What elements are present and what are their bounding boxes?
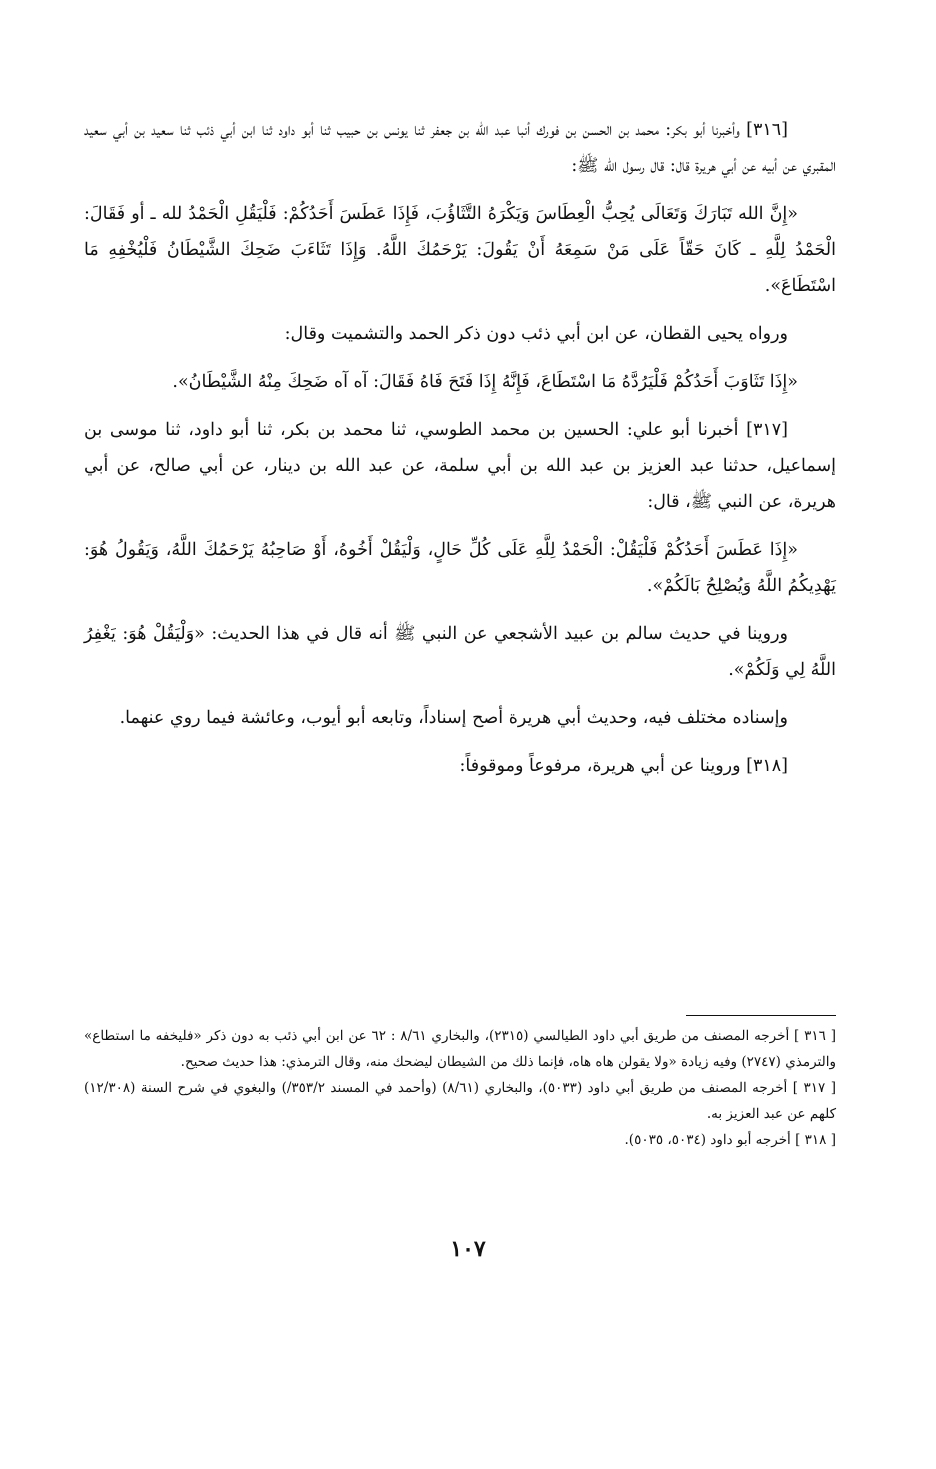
footnotes — [84, 1023, 836, 1153]
hadith-316-riwaya: ورواه يحيى القطان، عن ابن أبي ذئب دون ذكر الحمد والتشميت وقال: — [284, 324, 788, 344]
footnote-separator — [686, 1015, 836, 1016]
footnote-316: [ ٣١٦ ] أخرجه المصنف من طريق أبي داود الطيالسي (٢٣١٥)، والبخاري ٨/٦١ : ٦٢ عن ابن أبي ذئب به دون ذكر «فليخفه ما استطاع» والترمذي (٢٧٤٧) وفيه زيادة «ولا يقولن هاه هاه، فإنما ذلك من الشيطان ليضحك منه، وقال الترمذي: هذا حديث صحيح. — [84, 1028, 836, 1070]
footnote-317: [ ٣١٧ ] أخرجه المصنف من طريق أبي داود (٥٠٣٣)، والبخاري (٨/٦١) (وأحمد في المسند ٣٥٣/٢/) والبغوي في شرح السنة (١٢/٣٠٨) كلهم عن عبد العزيز به. — [84, 1080, 836, 1122]
page-number: ١٠٧ — [450, 1236, 486, 1262]
hadith-318-isnad: [٣١٨] وروينا عن أبي هريرة، مرفوعاً وموقوفاً: — [459, 756, 788, 776]
hadith-316-matn: «إِنَّ الله تَبَارَكَ وَتَعَالَى يُحِبُّ الْعِطَاسَ وَيَكْرَهُ التَّثَاؤُبَ، فَإِذَا عَطَسَ أَحَدُكُمْ: فَلْيَقُلِ الْحَمْدُ لله ـ أو فَقَالَ: الْحَمْدُ لِلَّهِ ـ كَانَ حَقّاً عَلَى مَنْ سَمِعَهُ أَنْ يَقُولَ: يَرْحَمُكَ اللَّهُ. وَإِذَا تَثَاءَبَ ضَحِكَ الشَّيْطَانُ فَلْيُخْفِهِ مَا اسْتَطَاعَ». — [84, 204, 836, 296]
hadith-317-isnad: [٣١٧] أخبرنا أبو علي: الحسين بن محمد الطوسي، ثنا محمد بن بكر، ثنا أبو داود، ثنا موسى بن إسماعيل، حدثنا عبد العزيز بن عبد الله بن أبي سلمة، عن عبد الله بن دينار، عن أبي صالح، عن أبي هريرة، عن النبي ﷺ، قال: — [84, 420, 836, 512]
hadith-317-matn: «إِذَا عَطَسَ أَحَدُكُمْ فَلْيَقُلْ: الْحَمْدُ لِلَّهِ عَلَى كُلِّ حَالٍ، وَلْيَقُلْ أَخُوهُ، أَوْ صَاحِبُهُ يَرْحَمُكَ اللَّهُ، وَيَقُولُ هُوَ: يَهْدِيكُمُ اللَّهُ وَيُصْلِحُ بَالَكُمْ». — [84, 540, 836, 596]
hadith-317-isnad-note: وإسناده مختلف فيه، وحديث أبي هريرة أصح إسناداً، وتابعه أبو أيوب، وعائشة فيما روي عنهما. — [119, 708, 788, 728]
hadith-316-isnad: [٣١٦] وأخبرنا أبو بكر: محمد بن الحسن بن فورك أنبا عبد الله بن جعفر ثنا يونس بن حبيب ثنا أبو داود ثنا ابن أبي ذئب ثنا سعيد بن أبي سعيد المقبري عن أبيه عن أبي هريرة قال: قال رسول الله ﷺ: — [84, 120, 836, 176]
main-text — [84, 112, 836, 796]
footnote-318: [ ٣١٨ ] أخرجه أبو داود (٥٠٣٤، ٥٠٣٥). — [624, 1132, 836, 1148]
hadith-316-matn-2: «إِذَا تَثَاوَبَ أَحَدُكُمْ فَلْيَرُدَّهُ مَا اسْتَطَاعَ، فَإِنَّهُ إِذَا فَتَحَ فَاهُ فَقَالَ: آه آه ضَحِكَ مِنْهُ الشَّيْطَانُ». — [172, 372, 798, 392]
hadith-317-salim: وروينا في حديث سالم بن عبيد الأشجعي عن النبي ﷺ أنه قال في هذا الحديث: «وَلْيَقُلْ هُوَ: يَغْفِرُ اللَّهُ لِي وَلَكُمْ». — [84, 624, 836, 680]
